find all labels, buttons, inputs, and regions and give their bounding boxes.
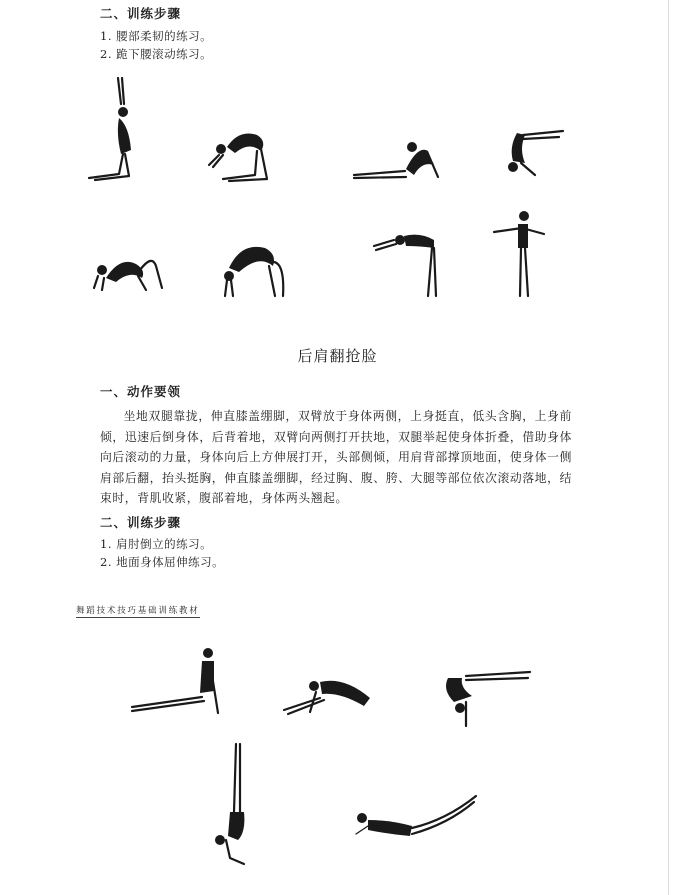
figure-shoulder-roll-back — [440, 668, 535, 730]
section-heading-training-steps-1: 二、训练步骤 — [100, 6, 182, 21]
figure-bridge-high — [215, 240, 295, 300]
section-heading-training-steps-2: 二、训练步骤 — [100, 515, 182, 530]
figure-bridge-low — [90, 248, 165, 296]
list-item: 1. 肩肘倒立的练习。 — [100, 537, 213, 551]
figure-lying-arch — [350, 133, 445, 183]
figure-chest-stand — [503, 123, 568, 183]
figure-shoulder-stand — [200, 740, 260, 868]
figure-kneeling-backbend — [205, 123, 280, 185]
running-footer: 舞蹈技术技巧基础训练教材 — [76, 606, 200, 616]
list-item: 2. 跪下腰滚动练习。 — [100, 47, 213, 61]
section-heading-key-points: 一、动作要领 — [100, 384, 182, 399]
figure-seated-fold — [280, 670, 375, 720]
page-edge — [668, 0, 669, 895]
section-title: 后肩翻抢脸 — [297, 347, 378, 365]
figure-seated-upright — [128, 645, 223, 717]
list-item: 2. 地面身体屈伸练习。 — [100, 555, 225, 569]
figure-kneeling-arch-up — [85, 72, 155, 184]
figure-standing-backbend — [370, 228, 440, 300]
list-item: 1. 腰部柔韧的练习。 — [100, 29, 213, 43]
figure-prone-arch — [350, 790, 480, 845]
figure-standing-arms-out — [490, 208, 550, 300]
body-paragraph: 坐地双腿靠拢，伸直膝盖绷脚，双臂放于身体两侧，上身挺直，低头含胸，上身前倾，迅速后倒身体，后背着地，双臂向两侧打开扶地，双腿举起使身体折叠，借助身体向后滚动的力量，身体向后上方伸展打开，头部侧倾，用肩背部撑顶地面，使身体一侧肩部后翻，抬头挺胸，伸直膝盖绷脚，经过胸、腹、胯、大腿等部位依次滚动落地，结束时，背肌收紧，腹部着地，身体两头翘起。 — [100, 409, 572, 505]
